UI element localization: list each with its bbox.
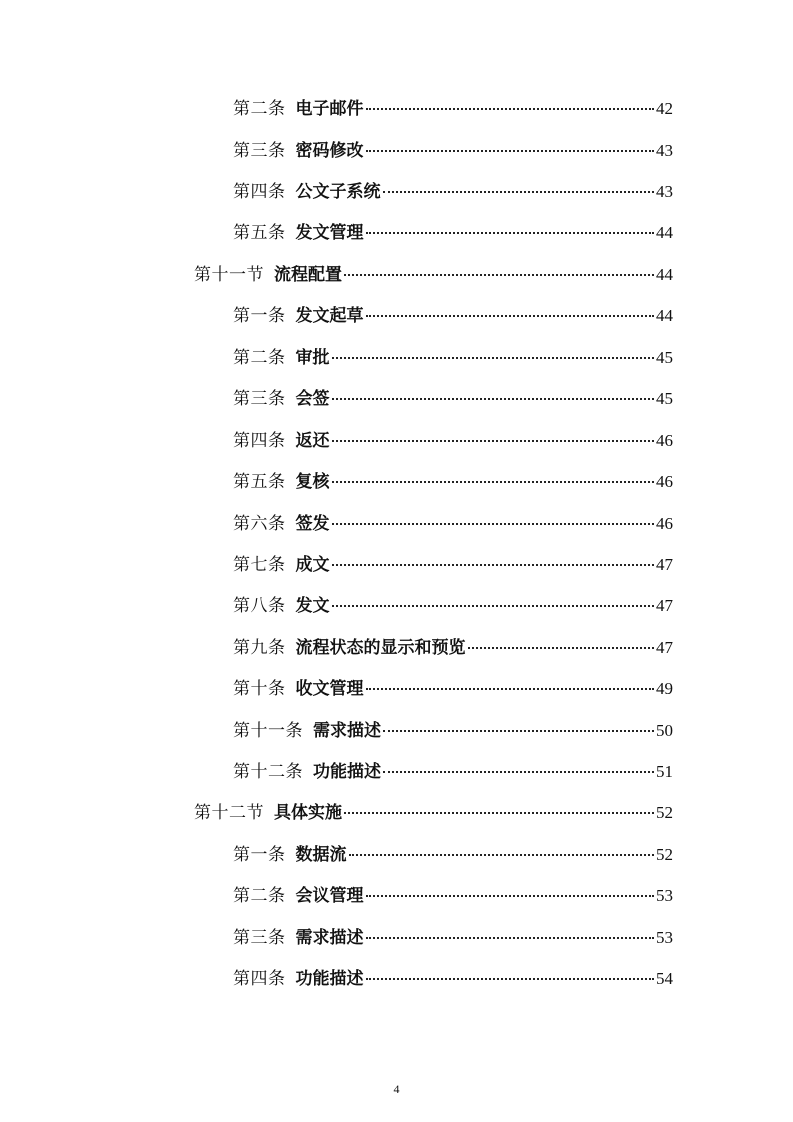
toc-entry-title: 电子邮件 — [295, 99, 364, 119]
toc-entry[interactable] — [233, 677, 673, 701]
toc-entry-title: 收文管理 — [295, 679, 364, 699]
dot-leader — [468, 647, 655, 649]
toc-entry-number: 第四条 — [233, 431, 286, 451]
toc-entry-page: 47 — [656, 638, 673, 657]
toc-entry-number: 第三条 — [233, 928, 286, 948]
toc-entry-title: 发文管理 — [295, 223, 364, 243]
toc-entry-title: 数据流 — [295, 845, 347, 865]
toc-entry[interactable] — [233, 967, 673, 991]
toc-section-entry[interactable] — [194, 263, 673, 287]
dot-leader — [332, 440, 655, 442]
dot-leader — [332, 605, 655, 607]
toc-entry-number: 第三条 — [233, 389, 286, 409]
dot-leader — [332, 398, 655, 400]
toc-entry-title: 发文 — [295, 596, 330, 616]
toc-entry-page: 42 — [656, 99, 673, 118]
toc-entry-number: 第五条 — [233, 472, 286, 492]
toc-entry-page: 45 — [656, 348, 673, 367]
toc-entry-number: 第五条 — [233, 223, 286, 243]
toc-entry-page: 46 — [656, 472, 673, 491]
toc-entry-number: 第二条 — [233, 886, 286, 906]
toc-entry[interactable] — [233, 926, 673, 950]
toc-entry-title: 流程状态的显示和预览 — [295, 638, 466, 658]
dot-leader — [344, 274, 654, 276]
toc-entry-page: 43 — [656, 141, 673, 160]
toc-entry-number: 第二条 — [233, 99, 286, 119]
toc-entry-title: 功能描述 — [313, 762, 381, 782]
toc-entry-title: 流程配置 — [274, 265, 342, 285]
dot-leader — [366, 978, 655, 980]
dot-leader — [332, 481, 655, 483]
toc-entry[interactable] — [233, 221, 673, 245]
dot-leader — [332, 564, 655, 566]
toc-entry-page: 52 — [656, 845, 673, 864]
toc-entry-number: 第三条 — [233, 141, 286, 161]
dot-leader — [366, 108, 655, 110]
toc-entry-number: 第四条 — [233, 182, 286, 202]
toc-entry-number: 第十二节 — [194, 803, 264, 823]
toc-entry-title: 具体实施 — [274, 803, 342, 823]
dot-leader — [349, 854, 655, 856]
toc-entry-title: 返还 — [295, 431, 330, 451]
toc-entry-page: 44 — [656, 306, 673, 325]
toc-entry-page: 46 — [656, 514, 673, 533]
toc-entry[interactable] — [233, 387, 673, 411]
toc-entry-number: 第一条 — [233, 845, 286, 865]
toc-entry[interactable] — [233, 884, 673, 908]
dot-leader — [383, 771, 654, 773]
toc-entry-number: 第六条 — [233, 514, 286, 534]
toc-entry-page: 47 — [656, 555, 673, 574]
toc-entry-page: 43 — [656, 182, 673, 201]
toc-entry-title: 公文子系统 — [295, 182, 381, 202]
dot-leader — [344, 812, 654, 814]
toc-entry[interactable] — [233, 594, 673, 618]
toc-entry[interactable] — [233, 304, 673, 328]
toc-entry-title: 需求描述 — [295, 928, 364, 948]
toc-section-entry[interactable] — [194, 801, 673, 825]
dot-leader — [366, 315, 655, 317]
toc-entry-number: 第十二条 — [233, 762, 303, 782]
toc-entry[interactable] — [233, 180, 673, 204]
toc-entry-title: 需求描述 — [313, 721, 381, 741]
dot-leader — [366, 232, 655, 234]
toc-entry-page: 54 — [656, 969, 673, 988]
toc-entry-number: 第十一节 — [194, 265, 264, 285]
toc-entry-page: 44 — [656, 223, 673, 242]
dot-leader — [366, 688, 655, 690]
toc-entry[interactable] — [233, 760, 673, 784]
dot-leader — [383, 730, 654, 732]
toc-entry[interactable] — [233, 553, 673, 577]
page-number: 4 — [393, 1082, 400, 1096]
toc-entry-title: 会签 — [295, 389, 330, 409]
dot-leader — [332, 523, 655, 525]
toc-entry-number: 第二条 — [233, 348, 286, 368]
toc-entry[interactable] — [233, 97, 673, 121]
toc-entry-number: 第九条 — [233, 638, 286, 658]
toc-entry-page: 50 — [656, 721, 673, 740]
toc-entry-page: 47 — [656, 596, 673, 615]
toc-entry-title: 审批 — [295, 348, 330, 368]
toc-entry-page: 44 — [656, 265, 673, 284]
toc-entry-title: 功能描述 — [295, 969, 364, 989]
dot-leader — [366, 895, 655, 897]
toc-entry-page: 51 — [656, 762, 673, 781]
toc-entry-page: 52 — [656, 803, 673, 822]
toc-entry[interactable] — [233, 429, 673, 453]
toc-entry[interactable] — [233, 843, 673, 867]
toc-entry[interactable] — [233, 470, 673, 494]
toc-entry-page: 45 — [656, 389, 673, 408]
toc-entry-title: 复核 — [295, 472, 330, 492]
dot-leader — [366, 150, 655, 152]
toc-entry-number: 第十一条 — [233, 721, 303, 741]
toc-entry-number: 第八条 — [233, 596, 286, 616]
toc-entry-title: 会议管理 — [295, 886, 364, 906]
toc-entry-page: 53 — [656, 886, 673, 905]
toc-entry-title: 发文起草 — [295, 306, 364, 326]
toc-entry-page: 53 — [656, 928, 673, 947]
dot-leader — [383, 191, 655, 193]
toc-entry[interactable] — [233, 636, 673, 660]
toc-entry[interactable] — [233, 139, 673, 163]
toc-entry-number: 第十条 — [233, 679, 286, 699]
toc-entry[interactable] — [233, 346, 673, 370]
toc-entry[interactable] — [233, 512, 673, 536]
toc-entry-number: 第七条 — [233, 555, 286, 575]
dot-leader — [366, 937, 655, 939]
toc-entry-title: 密码修改 — [295, 141, 364, 161]
toc-entry-title: 签发 — [295, 514, 330, 534]
toc-entry-title: 成文 — [295, 555, 330, 575]
toc-entry-number: 第一条 — [233, 306, 286, 326]
toc-entry-page: 46 — [656, 431, 673, 450]
dot-leader — [332, 357, 655, 359]
toc-entry-page: 49 — [656, 679, 673, 698]
toc-entry[interactable] — [233, 719, 673, 743]
toc-entry-number: 第四条 — [233, 969, 286, 989]
